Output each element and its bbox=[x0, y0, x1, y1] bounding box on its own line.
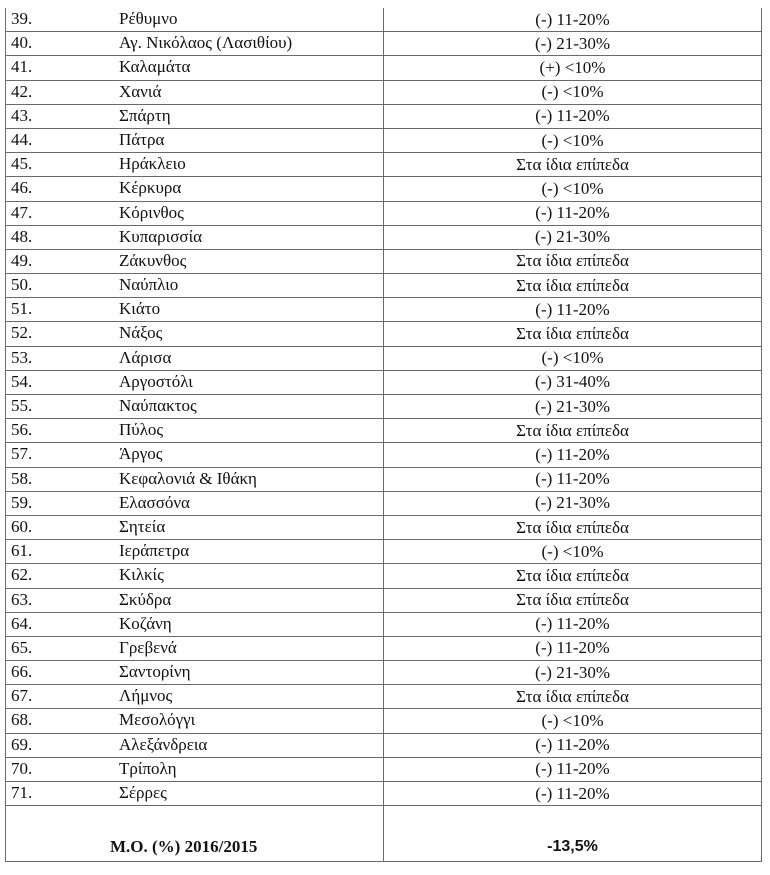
table-row bbox=[6, 153, 762, 177]
table-row bbox=[6, 467, 762, 491]
table-row bbox=[6, 80, 762, 104]
row-number: 50. bbox=[11, 275, 33, 295]
city-name: Ναύπλιο bbox=[119, 275, 179, 295]
row-number: 47. bbox=[11, 202, 33, 222]
row-label-cell bbox=[6, 249, 384, 273]
city-name: Σητεία bbox=[119, 516, 166, 536]
city-name: Ναύπακτος bbox=[119, 396, 197, 415]
row-number: 67. bbox=[11, 686, 33, 706]
change-value: Στα ίδια επίπεδα bbox=[384, 685, 762, 709]
row-label-cell bbox=[6, 274, 384, 298]
row-number: 64. bbox=[11, 613, 33, 633]
city-name: Σκύδρα bbox=[119, 589, 172, 609]
table-row bbox=[6, 612, 762, 636]
change-value: Στα ίδια επίπεδα bbox=[384, 153, 762, 177]
row-label-cell bbox=[6, 661, 384, 685]
table-row bbox=[6, 757, 762, 781]
change-value: (-) <10% bbox=[384, 80, 762, 104]
row-number: 45. bbox=[11, 154, 33, 174]
city-name: Μεσολόγγι bbox=[119, 710, 196, 730]
change-value: (-) 31-40% bbox=[384, 370, 762, 394]
data-table-container bbox=[5, 8, 761, 862]
row-number: 56. bbox=[11, 420, 33, 440]
change-value: (-) 11-20% bbox=[384, 733, 762, 757]
row-number: 60. bbox=[11, 516, 33, 536]
change-value: Στα ίδια επίπεδα bbox=[384, 588, 762, 612]
city-name: Ελασσόνα bbox=[119, 492, 190, 512]
row-number: 59. bbox=[11, 492, 33, 512]
row-label-cell bbox=[6, 564, 384, 588]
city-name: Σέρρες bbox=[119, 783, 167, 802]
row-label-cell bbox=[6, 201, 384, 225]
city-name: Ρέθυμνο bbox=[119, 9, 178, 28]
change-value: Στα ίδια επίπεδα bbox=[384, 419, 762, 443]
row-number: 41. bbox=[11, 57, 33, 77]
row-number: 71. bbox=[11, 783, 33, 802]
table-row bbox=[6, 32, 762, 56]
table-row bbox=[6, 298, 762, 322]
table-row bbox=[6, 225, 762, 249]
table-row bbox=[6, 636, 762, 660]
city-name: Λήμνος bbox=[119, 686, 173, 706]
city-name: Αγ. Νικόλαος (Λασιθίου) bbox=[119, 33, 293, 53]
row-label-cell bbox=[6, 225, 384, 249]
city-name: Ζάκυνθος bbox=[119, 250, 187, 270]
row-number: 53. bbox=[11, 347, 33, 367]
table-row bbox=[6, 274, 762, 298]
row-label-cell bbox=[6, 298, 384, 322]
change-value: (-) 11-20% bbox=[384, 443, 762, 467]
change-value: (-) 11-20% bbox=[384, 298, 762, 322]
row-label-cell bbox=[6, 443, 384, 467]
table-row bbox=[6, 104, 762, 128]
row-label-cell bbox=[6, 515, 384, 539]
change-value: (-) 11-20% bbox=[384, 757, 762, 781]
row-label-cell bbox=[6, 56, 384, 80]
row-label-cell bbox=[6, 8, 384, 32]
city-name: Άργος bbox=[119, 444, 163, 464]
change-value: (-) 21-30% bbox=[384, 491, 762, 515]
row-number: 43. bbox=[11, 105, 33, 125]
city-name: Κεφαλονιά & Ιθάκη bbox=[119, 468, 257, 488]
table-row bbox=[6, 8, 762, 32]
change-value: Στα ίδια επίπεδα bbox=[384, 515, 762, 539]
table-row bbox=[6, 346, 762, 370]
row-number: 55. bbox=[11, 396, 33, 415]
table-row bbox=[6, 370, 762, 394]
change-value: (-) 11-20% bbox=[384, 201, 762, 225]
table-row bbox=[6, 201, 762, 225]
change-value: Στα ίδια επίπεδα bbox=[384, 274, 762, 298]
city-name: Σαντορίνη bbox=[119, 662, 191, 682]
total-label: Μ.Ο. (%) 2016/2015 bbox=[6, 806, 384, 862]
city-name: Σπάρτη bbox=[119, 105, 171, 125]
table-row bbox=[6, 782, 762, 806]
row-label-cell bbox=[6, 128, 384, 152]
row-label-cell bbox=[6, 467, 384, 491]
city-name: Κέρκυρα bbox=[119, 178, 182, 198]
row-number: 40. bbox=[11, 33, 33, 53]
row-label-cell bbox=[6, 636, 384, 660]
row-number: 61. bbox=[11, 541, 33, 561]
city-name: Πάτρα bbox=[119, 129, 165, 149]
change-value: (-) <10% bbox=[384, 709, 762, 733]
change-value: Στα ίδια επίπεδα bbox=[384, 564, 762, 588]
row-number: 42. bbox=[11, 81, 33, 101]
change-value: (+) <10% bbox=[384, 56, 762, 80]
row-number: 70. bbox=[11, 758, 33, 778]
table-row bbox=[6, 128, 762, 152]
change-value: (-) <10% bbox=[384, 128, 762, 152]
city-name: Ιεράπετρα bbox=[119, 541, 190, 561]
change-value: (-) 11-20% bbox=[384, 467, 762, 491]
change-value: Στα ίδια επίπεδα bbox=[384, 322, 762, 346]
row-label-cell bbox=[6, 32, 384, 56]
city-name: Νάξος bbox=[119, 323, 163, 343]
row-label-cell bbox=[6, 709, 384, 733]
row-number: 51. bbox=[11, 299, 33, 319]
change-value: (-) 21-30% bbox=[384, 32, 762, 56]
change-value: (-) 11-20% bbox=[384, 8, 762, 32]
table-row bbox=[6, 709, 762, 733]
table-body bbox=[6, 8, 762, 862]
change-value: (-) 21-30% bbox=[384, 225, 762, 249]
city-name: Ηράκλειο bbox=[119, 154, 186, 174]
row-number: 46. bbox=[11, 178, 33, 198]
row-number: 63. bbox=[11, 589, 33, 609]
row-label-cell bbox=[6, 757, 384, 781]
table-row bbox=[6, 661, 762, 685]
change-value: (-) 11-20% bbox=[384, 636, 762, 660]
change-value: (-) 11-20% bbox=[384, 612, 762, 636]
row-number: 39. bbox=[11, 9, 33, 28]
change-value: (-) 11-20% bbox=[384, 782, 762, 806]
table-row bbox=[6, 177, 762, 201]
row-label-cell bbox=[6, 491, 384, 515]
row-label-cell bbox=[6, 346, 384, 370]
row-label-cell bbox=[6, 588, 384, 612]
row-label-cell bbox=[6, 177, 384, 201]
data-table bbox=[5, 8, 762, 862]
change-value: (-) 11-20% bbox=[384, 104, 762, 128]
row-label-cell bbox=[6, 104, 384, 128]
row-number: 69. bbox=[11, 734, 33, 754]
row-number: 65. bbox=[11, 637, 33, 657]
total-row bbox=[6, 806, 762, 862]
row-number: 58. bbox=[11, 468, 33, 488]
change-value: (-) 21-30% bbox=[384, 661, 762, 685]
row-label-cell bbox=[6, 322, 384, 346]
change-value: (-) <10% bbox=[384, 540, 762, 564]
table-row bbox=[6, 322, 762, 346]
city-name: Κόρινθος bbox=[119, 202, 184, 222]
row-number: 57. bbox=[11, 444, 33, 464]
city-name: Χανιά bbox=[119, 81, 162, 101]
row-number: 68. bbox=[11, 710, 33, 730]
row-label-cell bbox=[6, 612, 384, 636]
row-number: 52. bbox=[11, 323, 33, 343]
city-name: Κιάτο bbox=[119, 299, 161, 319]
change-value: (-) <10% bbox=[384, 177, 762, 201]
row-label-cell bbox=[6, 370, 384, 394]
change-value: Στα ίδια επίπεδα bbox=[384, 249, 762, 273]
table-row bbox=[6, 419, 762, 443]
table-row bbox=[6, 515, 762, 539]
row-label-cell bbox=[6, 685, 384, 709]
city-name: Τρίπολη bbox=[119, 758, 177, 778]
row-label-cell bbox=[6, 80, 384, 104]
row-label-cell bbox=[6, 395, 384, 419]
table-row bbox=[6, 491, 762, 515]
row-number: 48. bbox=[11, 226, 33, 246]
row-label-cell bbox=[6, 153, 384, 177]
city-name: Αργοστόλι bbox=[119, 371, 193, 391]
table-row bbox=[6, 564, 762, 588]
city-name: Κιλκίς bbox=[119, 565, 164, 585]
table-row bbox=[6, 588, 762, 612]
row-number: 49. bbox=[11, 250, 33, 270]
city-name: Αλεξάνδρεια bbox=[119, 734, 208, 754]
table-row bbox=[6, 685, 762, 709]
row-label-cell bbox=[6, 733, 384, 757]
city-name: Λάρισα bbox=[119, 347, 172, 367]
row-number: 44. bbox=[11, 129, 33, 149]
city-name: Κοζάνη bbox=[119, 613, 172, 633]
table-row bbox=[6, 395, 762, 419]
change-value: (-) 21-30% bbox=[384, 395, 762, 419]
city-name: Πύλος bbox=[119, 420, 164, 440]
table-row bbox=[6, 443, 762, 467]
row-label-cell bbox=[6, 419, 384, 443]
row-number: 66. bbox=[11, 662, 33, 682]
total-value: -13,5% bbox=[384, 806, 762, 862]
city-name: Γρεβενά bbox=[119, 637, 177, 657]
row-label-cell bbox=[6, 782, 384, 806]
row-label-cell bbox=[6, 540, 384, 564]
city-name: Καλαμάτα bbox=[119, 57, 191, 77]
change-value: (-) <10% bbox=[384, 346, 762, 370]
table-row bbox=[6, 540, 762, 564]
table-row bbox=[6, 733, 762, 757]
city-name: Κυπαρισσία bbox=[119, 226, 203, 246]
row-number: 62. bbox=[11, 565, 33, 585]
row-number: 54. bbox=[11, 371, 33, 391]
table-row bbox=[6, 56, 762, 80]
table-row bbox=[6, 249, 762, 273]
